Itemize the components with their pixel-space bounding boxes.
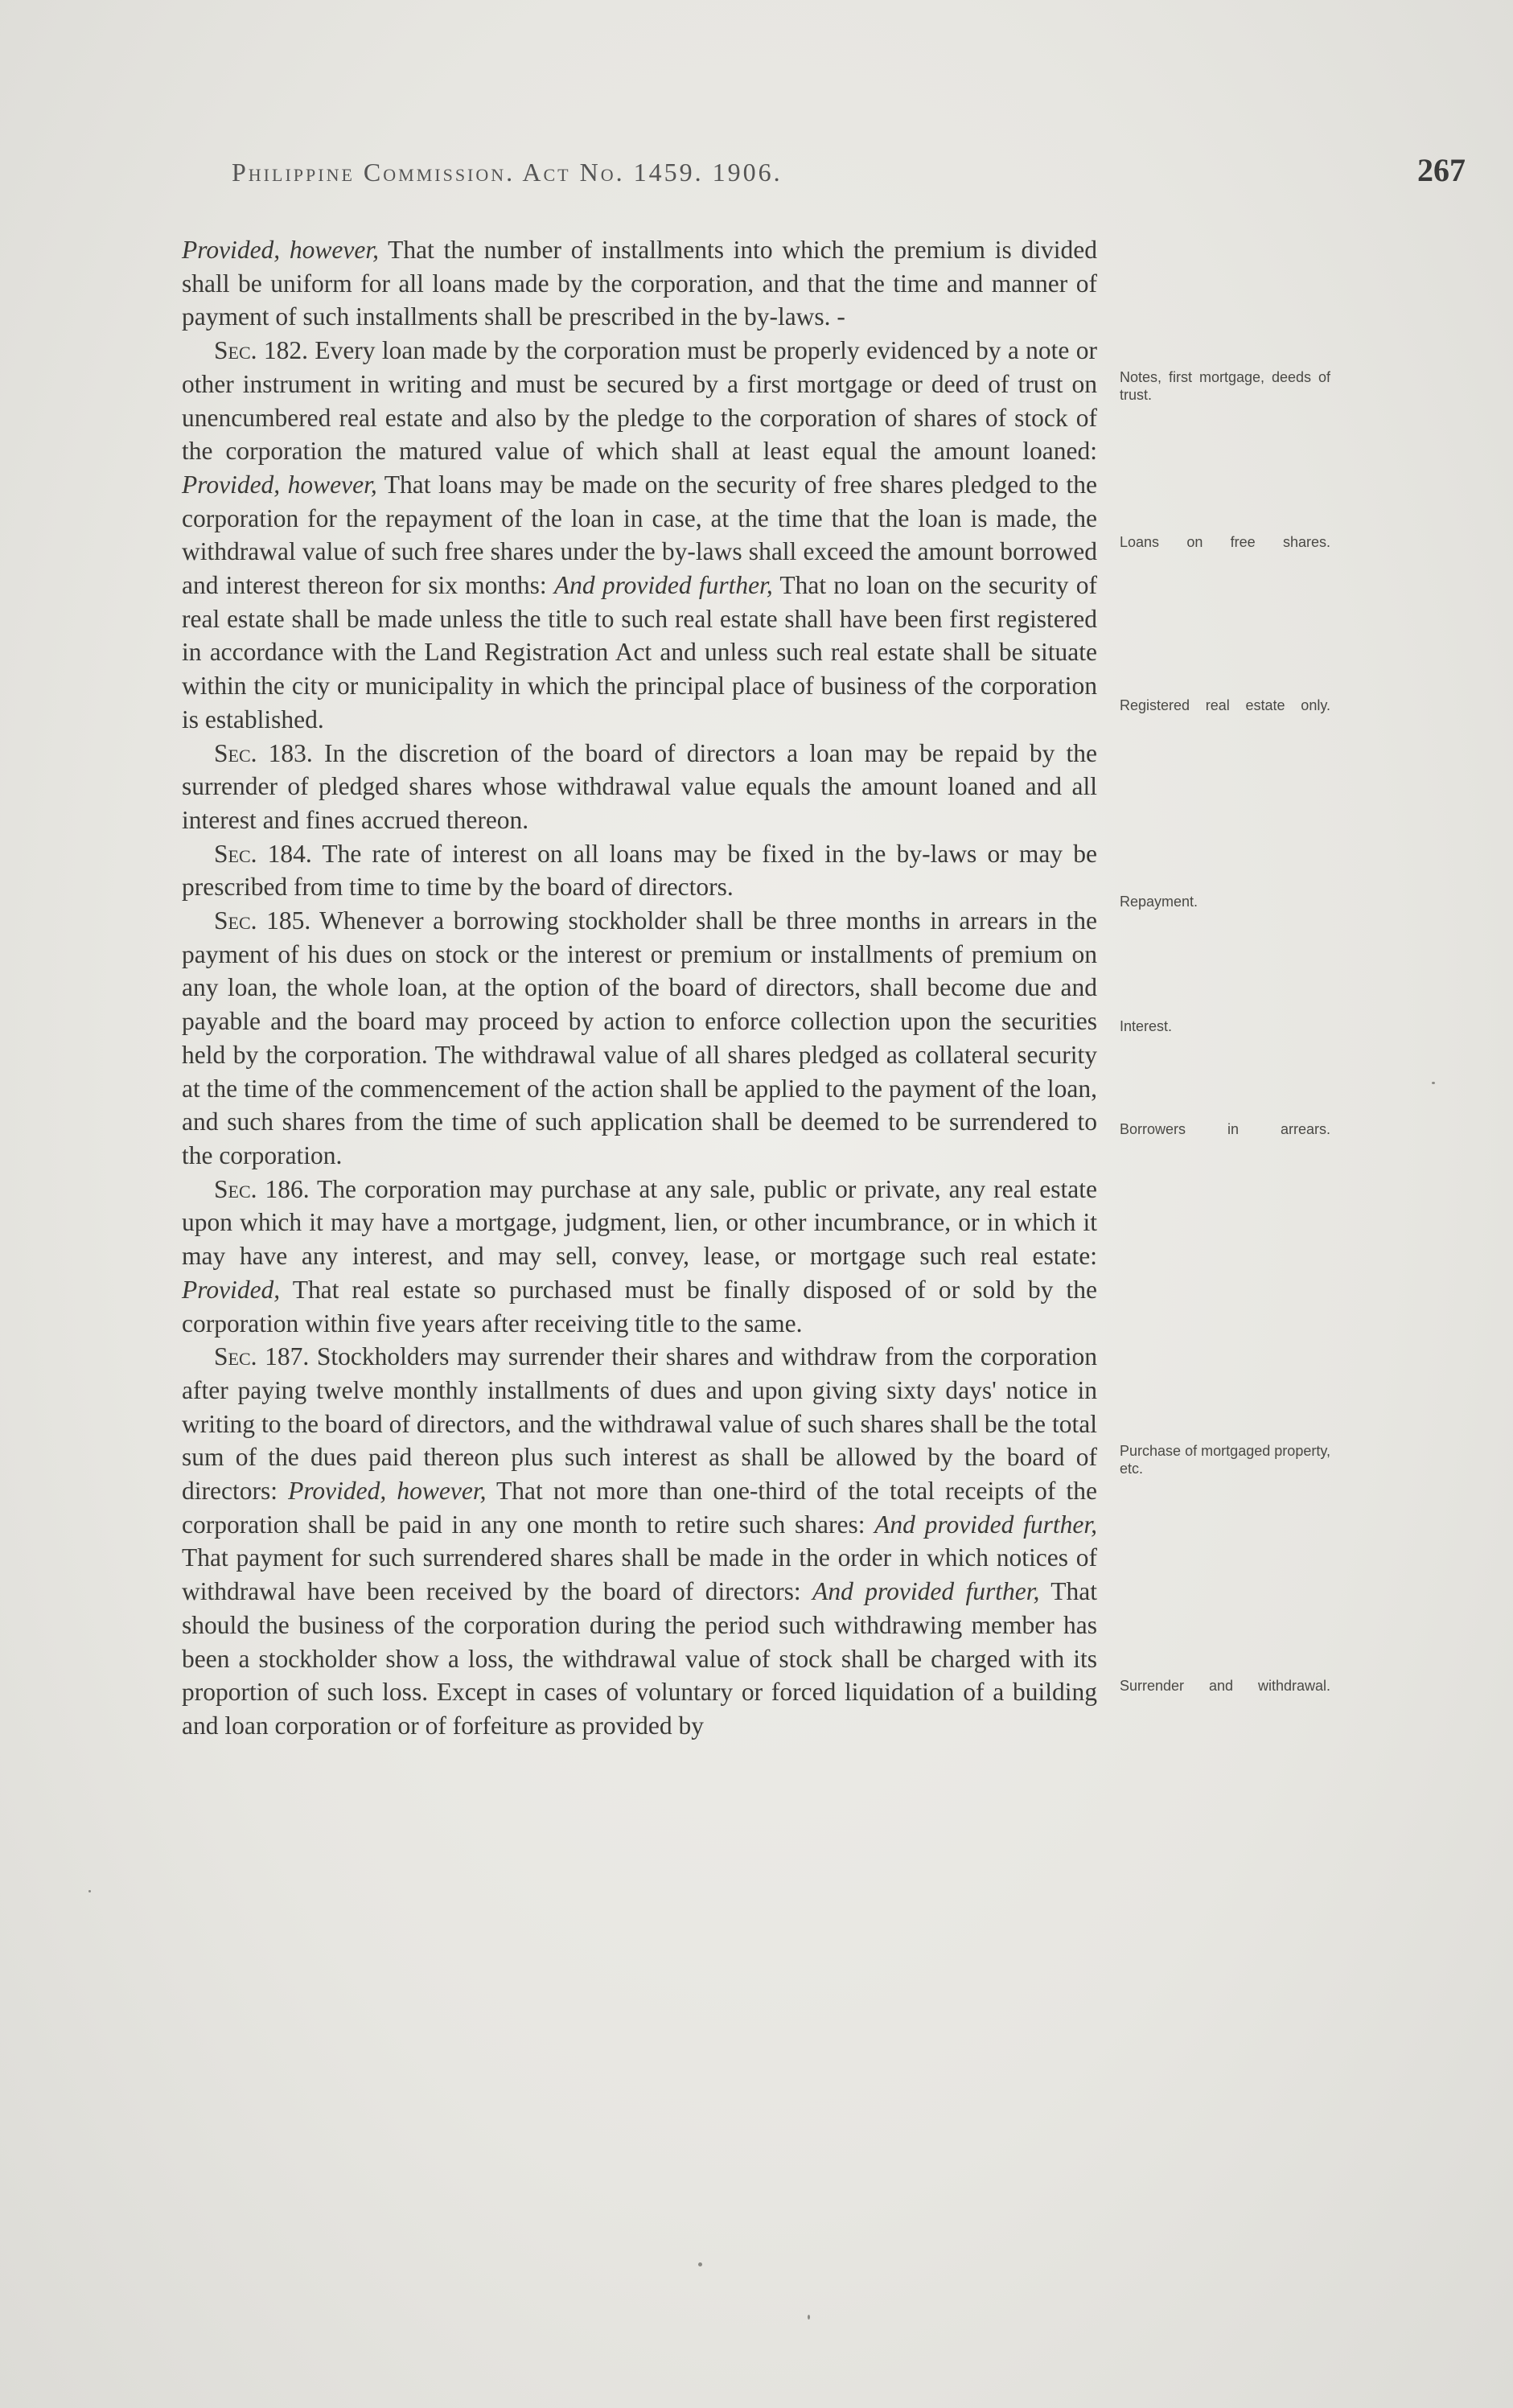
italic-proviso: And provided further, [553,571,773,600]
italic-proviso: Provided, however, [288,1477,487,1506]
section-label: Sec. [214,839,257,868]
dust-speck [88,1890,91,1892]
paragraph-text: That payment for such surrendered shares shall be made in the order in which notices of withdrawal have been received by the board of directors: [182,1543,1097,1606]
margin-note-borrowers-arrears: Borrowers in arrears. [1120,1121,1330,1137]
section-187 [182,1340,1097,1742]
margin-note-surrender-withdrawal: Surrender and withdrawal. [1120,1678,1330,1694]
paragraph-text: 186. The corporation may purchase at any sale, public or private, any real estate upon which it may have a mortgage, judgment, lien, or other incumbrance, or in which it may have any interest, and may sell, convey, lease, or mortgage such real estate: [182,1174,1097,1271]
paragraph-text: That not more than one-third of the total receipts of the corporation shall be paid in any one month to retire such shares: [182,1477,1097,1539]
section-182 [182,334,1097,736]
paragraph-text: That no loan on the security of real estate shall be made unless the title to such real estate shall have been first registered in accordance with the Land Registration Act and unless such real estate shall be situate within the city or municipality in which the principal place of business of the corporation is established. [182,571,1097,733]
margin-note-registered-real-estate: Registered real estate only. [1120,697,1330,713]
italic-proviso: And provided further, [812,1577,1040,1606]
dust-speck [808,2315,810,2320]
paragraph-text: That loans may be made on the security of free shares pledged to the corporation for the repayment of the loan in case, at the time that the loan is made, the withdrawal value of such free shares under the by-laws shall exceed the amount borrowed and interest thereon for six months: [182,470,1097,600]
running-head: Philippine Commission. Act No. 1459. 1906. [232,158,783,187]
body-text [182,233,1097,1743]
margin-note-purchase-mortgaged: Purchase of mortgaged property, etc. [1120,1443,1330,1477]
section-183 [182,737,1097,837]
section-label: Sec. [214,1342,257,1371]
margin-note-repayment: Repayment. [1120,894,1198,910]
section-label: Sec. [214,738,257,767]
paragraph-text: 187. Stockholders may surrender their shares and withdraw from the corporation after paying twelve monthly installments of dues and upon giving sixty days' notice in writing to the board of directors, and the withdrawal value of such shares shall be the total sum of the dues paid thereon plus such interest as shall be allowed by the board of directors: [182,1342,1097,1506]
section-label: Sec. [214,906,257,935]
dust-speck [1432,1082,1435,1084]
margin-note-loans-free-shares: Loans on free shares. [1120,534,1330,550]
margin-note-notes-mortgage: Notes, first mortgage, deeds of trust. [1120,369,1330,403]
paragraph-text: That the number of installments into which the premium is divided shall be uniform for all loans made by the corporation, and that the time and manner of payment of such installments shall be prescribed in the by-laws. - [182,236,1097,331]
italic-proviso: Provided, [182,1275,281,1304]
paragraph-text: 184. The rate of interest on all loans may be fixed in the by-laws or may be prescribed from time to time by the board of directors. [182,839,1097,902]
paragraph-text: 183. In the discretion of the board of directors a loan may be repaid by the surrender of pledged shares whose withdrawal value equals the amount loaned and all interest and fines accrued thereon. [182,738,1097,834]
section-186 [182,1173,1097,1341]
paragraph-text: 185. Whenever a borrowing stockholder shall be three months in arrears in the payment of his dues on stock or the interest or premium or installments of premium on any loan, the whole loan, at the option of the board of directors, shall become due and payable and the board may proceed by action to enforce collection upon the securities held by the corporation. The withdrawal value of all shares pledged as collateral security at the time of the commencement of the action shall be applied to the payment of the loan, and such shares from the time of such application shall be deemed to be surrendered to the corporation. [182,906,1097,1169]
italic-proviso: Provided, however, [182,236,379,264]
page-number: 267 [1417,152,1466,188]
section-label: Sec. [214,1174,257,1203]
italic-proviso: Provided, however, [182,470,377,499]
section-185 [182,904,1097,1173]
paragraph-text: 182. Every loan made by the corporation must be properly evidenced by a note or other instrument in writing and must be secured by a first mortgage or deed of trust on unencumbered real estate and also by the pledge to the corporation of shares of stock of the corporation the matured value of which shall at least equal the amount loaned: [182,336,1097,466]
section-label: Sec. [214,336,257,365]
section-184 [182,837,1097,904]
italic-proviso: And provided further, [874,1510,1097,1539]
paragraph-text: That real estate so purchased must be finally disposed of or sold by the corporation within five years after receiving title to the same. [182,1275,1097,1338]
paragraph-provided [182,233,1097,334]
paragraph-text: That should the business of the corporation during the period such withdrawing member has been a stockholder show a loss, the withdrawal value of stock shall be charged with its proportion of such loss. Except in cases of voluntary or forced liquidation of a building and loan corporation or of forfeiture as provided by [182,1577,1098,1740]
margin-note-interest: Interest. [1120,1018,1173,1034]
dust-speck [698,2262,702,2266]
